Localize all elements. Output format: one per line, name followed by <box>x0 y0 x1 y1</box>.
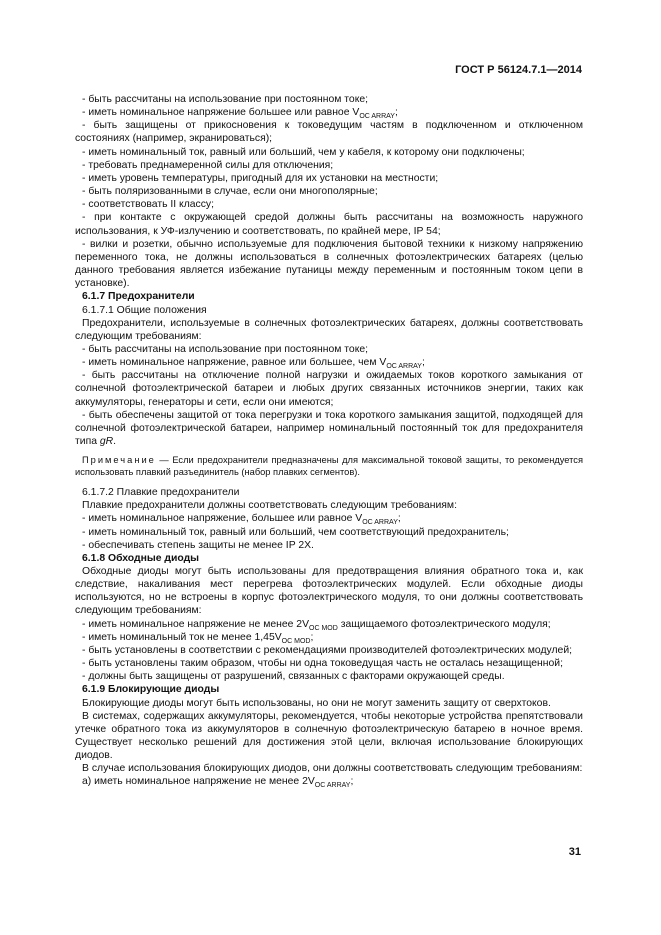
list-item: - быть рассчитаны на использование при постоянном токе; <box>82 343 369 355</box>
list-item: - вилки и розетки, обычно используемые для подключения бытовой техники к низкому напряжению переменного тока, не должны использоваться в солнечных фотоэлектрических батареях (целью данного требования является избежание путаницы между переменным и постоянным током цепи в установке). <box>75 238 583 290</box>
list-item: - иметь номинальное напряжение, равное или большее, чем $V_{OC ARRAY}$; <box>82 357 425 371</box>
list-item: - обеспечивать степень защиты не менее IP 2X. <box>82 539 314 551</box>
subsection-heading: 6.1.7.1 Общие положения <box>82 304 207 316</box>
subsection-heading: 6.1.7.2 Плавкие предохранители <box>82 487 240 499</box>
section-heading: 6.1.9 Блокирующие диоды <box>82 684 220 696</box>
list-item: - быть поляризованными в случае, если они многополярные; <box>82 186 378 198</box>
list-item: - иметь уровень температуры, пригодный для их установки на местности; <box>82 172 439 184</box>
page-number: 31 <box>568 846 581 858</box>
list-item: - быть установлены в соответствии с рекомендациями производителей фотоэлектрических модулей; <box>82 644 573 656</box>
list-item: - иметь номинальный ток, равный или больший, чем соответствующий предохранитель; <box>82 526 509 538</box>
list-item: - быть защищены от прикосновения к токоведущим частям в подключенном и отключенном состояниях (например, экранироваться); <box>75 120 583 145</box>
list-item: - иметь номинальное напряжение большее или равное $V_{OC ARRAY}$; <box>82 107 398 121</box>
list-item: - при контакте с окружающей средой должны быть рассчитаны на возможность наружного использования, к УФ-излучению и соответствовать, по крайней мере, IP 54; <box>75 212 583 237</box>
list-item: - иметь номинальное напряжение не менее $2V_{OC MOD}$ защищаемого фотоэлектрического модуля; <box>82 618 551 632</box>
list-item: а) иметь номинальное напряжение не менее $2V_{OC ARRAY}$; <box>82 776 354 790</box>
list-item: - быть обеспечены защитой от тока перегрузки и тока короткого замыкания защитой, подходящей для солнечной фотоэлектрической батареи, например номинальный постоянный ток для предохранителя типа gR. <box>75 409 583 448</box>
section-heading: 6.1.7 Предохранители <box>82 291 195 303</box>
paragraph: Блокирующие диоды могут быть использованы, но они не могут заменить защиту от сверхтоков. <box>82 697 551 709</box>
paragraph: Обходные диоды могут быть использованы для предотвращения влияния обратного тока и, как следствие, накаливания мест перегрева фотоэлектрических модулей. Если обходные диоды используются, но не встроены в корпус фотоэлектрического модуля, то они должны соответствовать следующим требованиям: <box>75 565 583 617</box>
paragraph: В случае использования блокирующих диодов, они должны соответствовать следующим требованиям: <box>82 763 583 775</box>
list-item: - иметь номинальный ток не менее $1,45V_{OC MOD}$; <box>82 631 314 645</box>
document-body <box>75 93 583 789</box>
list-item: - соответствовать II классу; <box>82 199 215 211</box>
paragraph: Предохранители, используемые в солнечных фотоэлектрических батареях, должны соответствовать следующим требованиям: <box>75 317 583 342</box>
list-item: - иметь номинальное напряжение, большее или равное $V_{OC ARRAY}$; <box>82 513 401 527</box>
paragraph: Плавкие предохранители должны соответствовать следующим требованиям: <box>82 500 457 512</box>
note-label: Примечание <box>82 455 156 466</box>
list-item: - иметь номинальный ток, равный или больший, чем у кабеля, к которому они подключены; <box>82 146 525 158</box>
list-item: - должны быть защищены от разрушений, связанных с факторами окружающей среды. <box>82 671 505 683</box>
standard-header: ГОСТ Р 56124.7.1—2014 <box>455 64 582 76</box>
list-item: - быть рассчитаны на отключение полной нагрузки и ожидаемых токов короткого замыкания от солнечной фотоэлектрической батареи и любых других связанных источников энергии, таких как аккумуляторы, генераторы и сети, если они имеются; <box>75 370 583 408</box>
list-item: - требовать преднамеренной силы для отключения; <box>82 159 334 171</box>
section-heading: 6.1.8 Обходные диоды <box>82 552 200 564</box>
note: Примечание — Если предохранители предназначены для максимальной токовой защиты, то рекомендуется использовать плавкий разъединитель (набор плавких сегментов). <box>75 455 583 477</box>
paragraph: В системах, содержащих аккумуляторы, рекомендуется, чтобы некоторые устройства препятствовали утечке обратного тока из аккумуляторов в солнечную фотоэлектрическую батарею в ночное время. Существует несколько решений для достижения этой цели, включая использование блокирующих диодов. <box>75 710 583 762</box>
list-item: - быть рассчитаны на использование при постоянном токе; <box>82 94 369 105</box>
list-item: - быть установлены таким образом, чтобы ни одна токоведущая часть не осталась незащищенной; <box>82 658 563 670</box>
